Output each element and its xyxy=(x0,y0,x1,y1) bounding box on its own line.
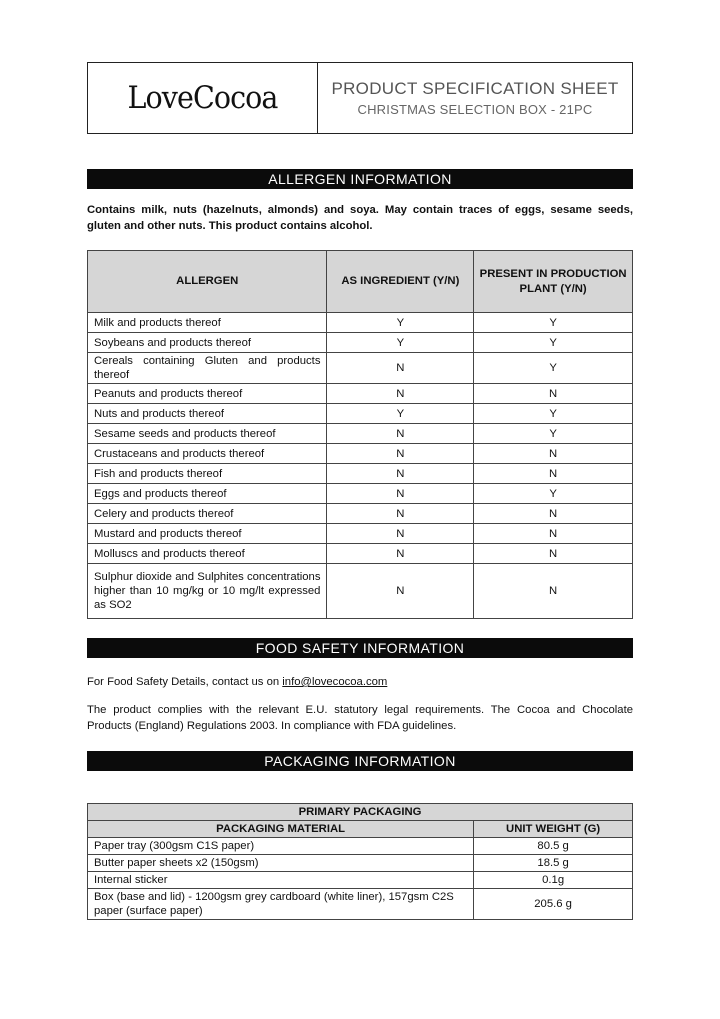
allergen-row xyxy=(88,444,633,464)
packaging-material: Internal sticker xyxy=(88,872,474,889)
allergen-row xyxy=(88,333,633,353)
packaging-heading: PACKAGING INFORMATION xyxy=(87,751,633,771)
allergen-name: Fish and products thereof xyxy=(88,464,327,484)
allergen-row xyxy=(88,564,633,619)
col-as-ingredient: AS INGREDIENT (Y/N) xyxy=(327,251,474,313)
present-in-plant-value: Y xyxy=(474,313,633,333)
present-in-plant-value: Y xyxy=(474,333,633,353)
allergen-name: Milk and products thereof xyxy=(88,313,327,333)
as-ingredient-value: Y xyxy=(327,404,474,424)
allergen-name: Crustaceans and products thereof xyxy=(88,444,327,464)
food-safety-heading: FOOD SAFETY INFORMATION xyxy=(87,638,633,658)
present-in-plant-value: Y xyxy=(474,484,633,504)
allergen-name: Celery and products thereof xyxy=(88,504,327,524)
as-ingredient-value: N xyxy=(327,384,474,404)
as-ingredient-value: N xyxy=(327,564,474,619)
present-in-plant-value: Y xyxy=(474,353,633,384)
allergen-name: Cereals containing Gluten and products thereof xyxy=(88,353,327,384)
present-in-plant-value: N xyxy=(474,504,633,524)
present-in-plant-value: N xyxy=(474,444,633,464)
allergen-row xyxy=(88,404,633,424)
as-ingredient-value: N xyxy=(327,484,474,504)
allergen-table xyxy=(87,250,633,619)
present-in-plant-value: N xyxy=(474,544,633,564)
packaging-row xyxy=(88,889,633,920)
allergen-row xyxy=(88,544,633,564)
document-title: PRODUCT SPECIFICATION SHEET xyxy=(331,79,619,98)
present-in-plant-value: Y xyxy=(474,404,633,424)
allergen-name: Soybeans and products thereof xyxy=(88,333,327,353)
allergen-heading: ALLERGEN INFORMATION xyxy=(87,169,633,189)
brand-logo: LoveCocoa xyxy=(127,80,278,116)
present-in-plant-value: N xyxy=(474,384,633,404)
allergen-row xyxy=(88,313,633,333)
as-ingredient-value: N xyxy=(327,464,474,484)
allergen-name: Eggs and products thereof xyxy=(88,484,327,504)
as-ingredient-value: N xyxy=(327,424,474,444)
as-ingredient-value: N xyxy=(327,504,474,524)
col-present-in-plant: PRESENT IN PRODUCTION PLANT (Y/N) xyxy=(474,251,633,313)
allergen-name: Sulphur dioxide and Sulphites concentrations higher than 10 mg/kg or 10 mg/lt expressed as SO2 xyxy=(88,564,327,619)
contact-text: For Food Safety Details, contact us on xyxy=(87,676,283,688)
packaging-material: Box (base and lid) - 1200gsm grey cardboard (white liner), 157gsm C2S paper (surface paper) xyxy=(88,889,474,920)
as-ingredient-value: N xyxy=(327,524,474,544)
as-ingredient-value: N xyxy=(327,544,474,564)
unit-weight: 80.5 g xyxy=(474,838,633,855)
allergen-row xyxy=(88,424,633,444)
unit-weight: 0.1g xyxy=(474,872,633,889)
col-packaging-material: PACKAGING MATERIAL xyxy=(88,821,474,838)
packaging-header-row xyxy=(88,821,633,838)
packaging-row xyxy=(88,855,633,872)
unit-weight: 18.5 g xyxy=(474,855,633,872)
present-in-plant-value: Y xyxy=(474,424,633,444)
contact-email-link[interactable]: info@lovecocoa.com xyxy=(282,676,388,688)
packaging-material: Paper tray (300gsm C1S paper) xyxy=(88,838,474,855)
allergen-row xyxy=(88,353,633,384)
header-box xyxy=(87,62,633,134)
as-ingredient-value: N xyxy=(327,353,474,384)
packaging-title-row xyxy=(88,804,633,821)
packaging-row xyxy=(88,838,633,855)
allergen-statement: Contains milk, nuts (hazelnuts, almonds) and soya. May contain traces of eggs, sesame seeds, gluten and other nuts. This product contains alcohol. xyxy=(87,204,633,232)
allergen-row xyxy=(88,384,633,404)
packaging-table xyxy=(87,803,633,920)
header-title-cell xyxy=(318,63,632,133)
allergen-name: Peanuts and products thereof xyxy=(88,384,327,404)
packaging-material: Butter paper sheets x2 (150gsm) xyxy=(88,855,474,872)
allergen-name: Molluscs and products thereof xyxy=(88,544,327,564)
product-name: CHRISTMAS SELECTION BOX - 21PC xyxy=(357,102,593,117)
logo-cell xyxy=(88,63,318,133)
present-in-plant-value: N xyxy=(474,564,633,619)
food-safety-contact xyxy=(87,674,633,690)
allergen-name: Sesame seeds and products thereof xyxy=(88,424,327,444)
packaging-row xyxy=(88,872,633,889)
present-in-plant-value: N xyxy=(474,524,633,544)
as-ingredient-value: Y xyxy=(327,313,474,333)
as-ingredient-value: Y xyxy=(327,333,474,353)
compliance-statement: The product complies with the relevant E.U. statutory legal requirements. The Cocoa and Chocolate Products (England) Regulations 2003. In compliance with FDA guidelines. xyxy=(87,704,633,732)
allergen-header-row xyxy=(88,251,633,313)
allergen-name: Mustard and products thereof xyxy=(88,524,327,544)
allergen-name: Nuts and products thereof xyxy=(88,404,327,424)
allergen-row xyxy=(88,504,633,524)
present-in-plant-value: N xyxy=(474,464,633,484)
allergen-row xyxy=(88,464,633,484)
primary-packaging-title: PRIMARY PACKAGING xyxy=(88,804,633,821)
allergen-row xyxy=(88,524,633,544)
col-allergen: ALLERGEN xyxy=(88,251,327,313)
unit-weight: 205.6 g xyxy=(474,889,633,920)
allergen-row xyxy=(88,484,633,504)
col-unit-weight: UNIT WEIGHT (G) xyxy=(474,821,633,838)
as-ingredient-value: N xyxy=(327,444,474,464)
